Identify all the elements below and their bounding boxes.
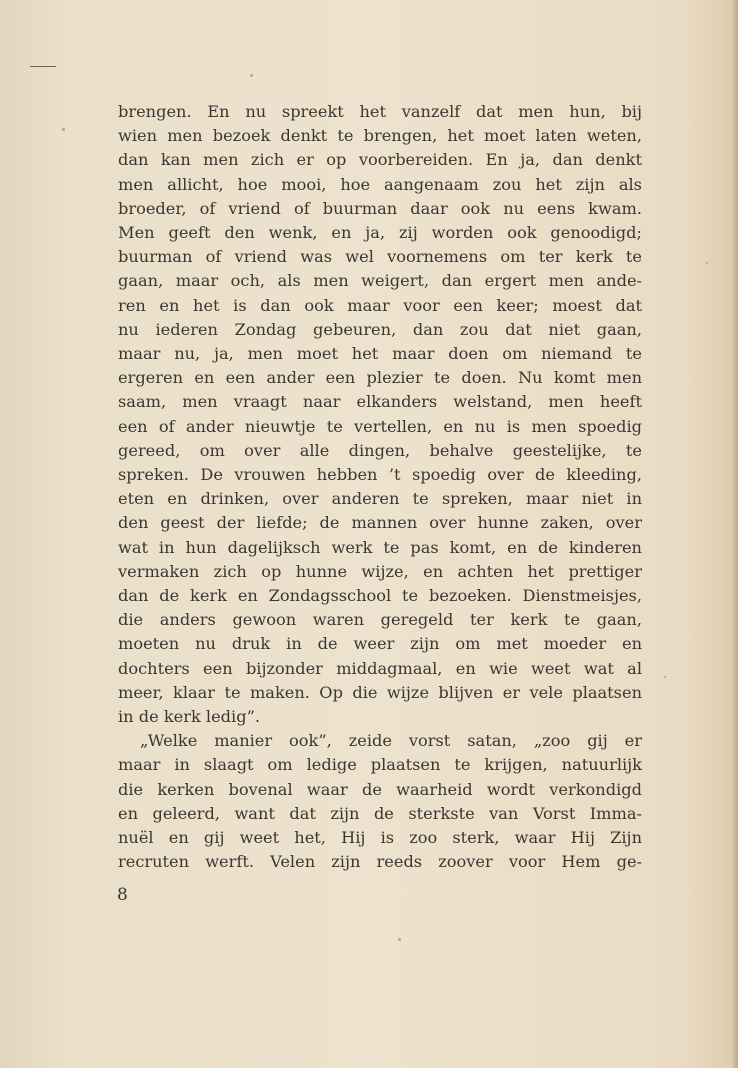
text-line: dan de kerk en Zondagsschool te bezoeken. Dienstmeisjes, (118, 586, 642, 606)
paper-speck (706, 262, 708, 264)
text-line: en geleerd, want dat zijn de sterkste van Vorst Imma- (118, 803, 642, 823)
text-line: maar nu, ja, men moet het maar doen om niemand te (118, 344, 642, 364)
text-line: die kerken bovenal waar de waarheid wordt verkondigd (118, 779, 642, 799)
text-line: eten en drinken, over anderen te spreken, maar niet in (118, 489, 642, 509)
text-line: den geest der liefde; de mannen over hunne zaken, over (118, 513, 642, 533)
page-edge (732, 0, 738, 1068)
text-line: nuël en gij weet het, Hij is zoo sterk, waar Hij Zijn (118, 828, 642, 848)
text-line: gereed, om over alle dingen, behalve geestelijke, te (118, 440, 642, 460)
text-line: men allicht, hoe mooi, hoe aangenaam zou het zijn als (118, 174, 642, 194)
text-line: recruten werft. Velen zijn reeds zoover voor Hem ge- (118, 852, 642, 872)
text-line: ergeren en een ander een plezier te doen. Nu komt men (118, 368, 642, 388)
text-line: buurman of vriend was wel voornemens om ter kerk te (118, 247, 642, 267)
body-text (118, 100, 642, 875)
page-number: 8 (117, 885, 128, 905)
paper-speck (250, 74, 253, 77)
text-line: spreken. De vrouwen hebben ’t spoedig over de kleeding, (118, 465, 642, 485)
text-line: dochters een bijzonder middagmaal, en wie weet wat al (118, 658, 642, 678)
text-line: broeder, of vriend of buurman daar ook nu eens kwam. (118, 198, 642, 218)
text-line: een of ander nieuwtje te vertellen, en nu is men spoedig (118, 416, 642, 436)
text-line: wat in hun dagelijksch werk te pas komt, en de kinderen (118, 537, 642, 557)
text-line: moeten nu druk in de weer zijn om met moeder en (118, 634, 642, 654)
paper-speck (398, 938, 401, 941)
text-line: maar in slaagt om ledige plaatsen te krijgen, natuurlijk (118, 755, 642, 775)
text-line: meer, klaar te maken. Op die wijze blijven er vele plaatsen (118, 682, 642, 702)
text-line: „Welke manier ook”, zeide vorst satan, „zoo gij er (140, 731, 642, 751)
text-line: brengen. En nu spreekt het vanzelf dat men hun, bij (118, 102, 642, 121)
paper-speck (62, 128, 65, 131)
text-line: dan kan men zich er op voorbereiden. En ja, dan denkt (118, 150, 642, 170)
margin-pencil-mark (30, 66, 56, 67)
text-line: nu iederen Zondag gebeuren, dan zou dat niet gaan, (118, 319, 642, 339)
paper-speck (664, 676, 666, 678)
text-line: in de kerk ledig”. (118, 707, 260, 727)
text-line: die anders gewoon waren geregeld ter kerk te gaan, (118, 610, 642, 630)
text-line: vermaken zich op hunne wijze, en achten het prettiger (118, 561, 642, 581)
text-line: wien men bezoek denkt te brengen, het moet laten weten, (118, 126, 642, 146)
text-line: gaan, maar och, als men weigert, dan ergert men ande- (118, 271, 642, 291)
text-line: saam, men vraagt naar elkanders welstand, men heeft (118, 392, 642, 412)
text-line: Men geeft den wenk, en ja, zij worden ook genoodigd; (118, 223, 642, 243)
text-line: ren en het is dan ook maar voor een keer; moest dat (118, 295, 642, 315)
